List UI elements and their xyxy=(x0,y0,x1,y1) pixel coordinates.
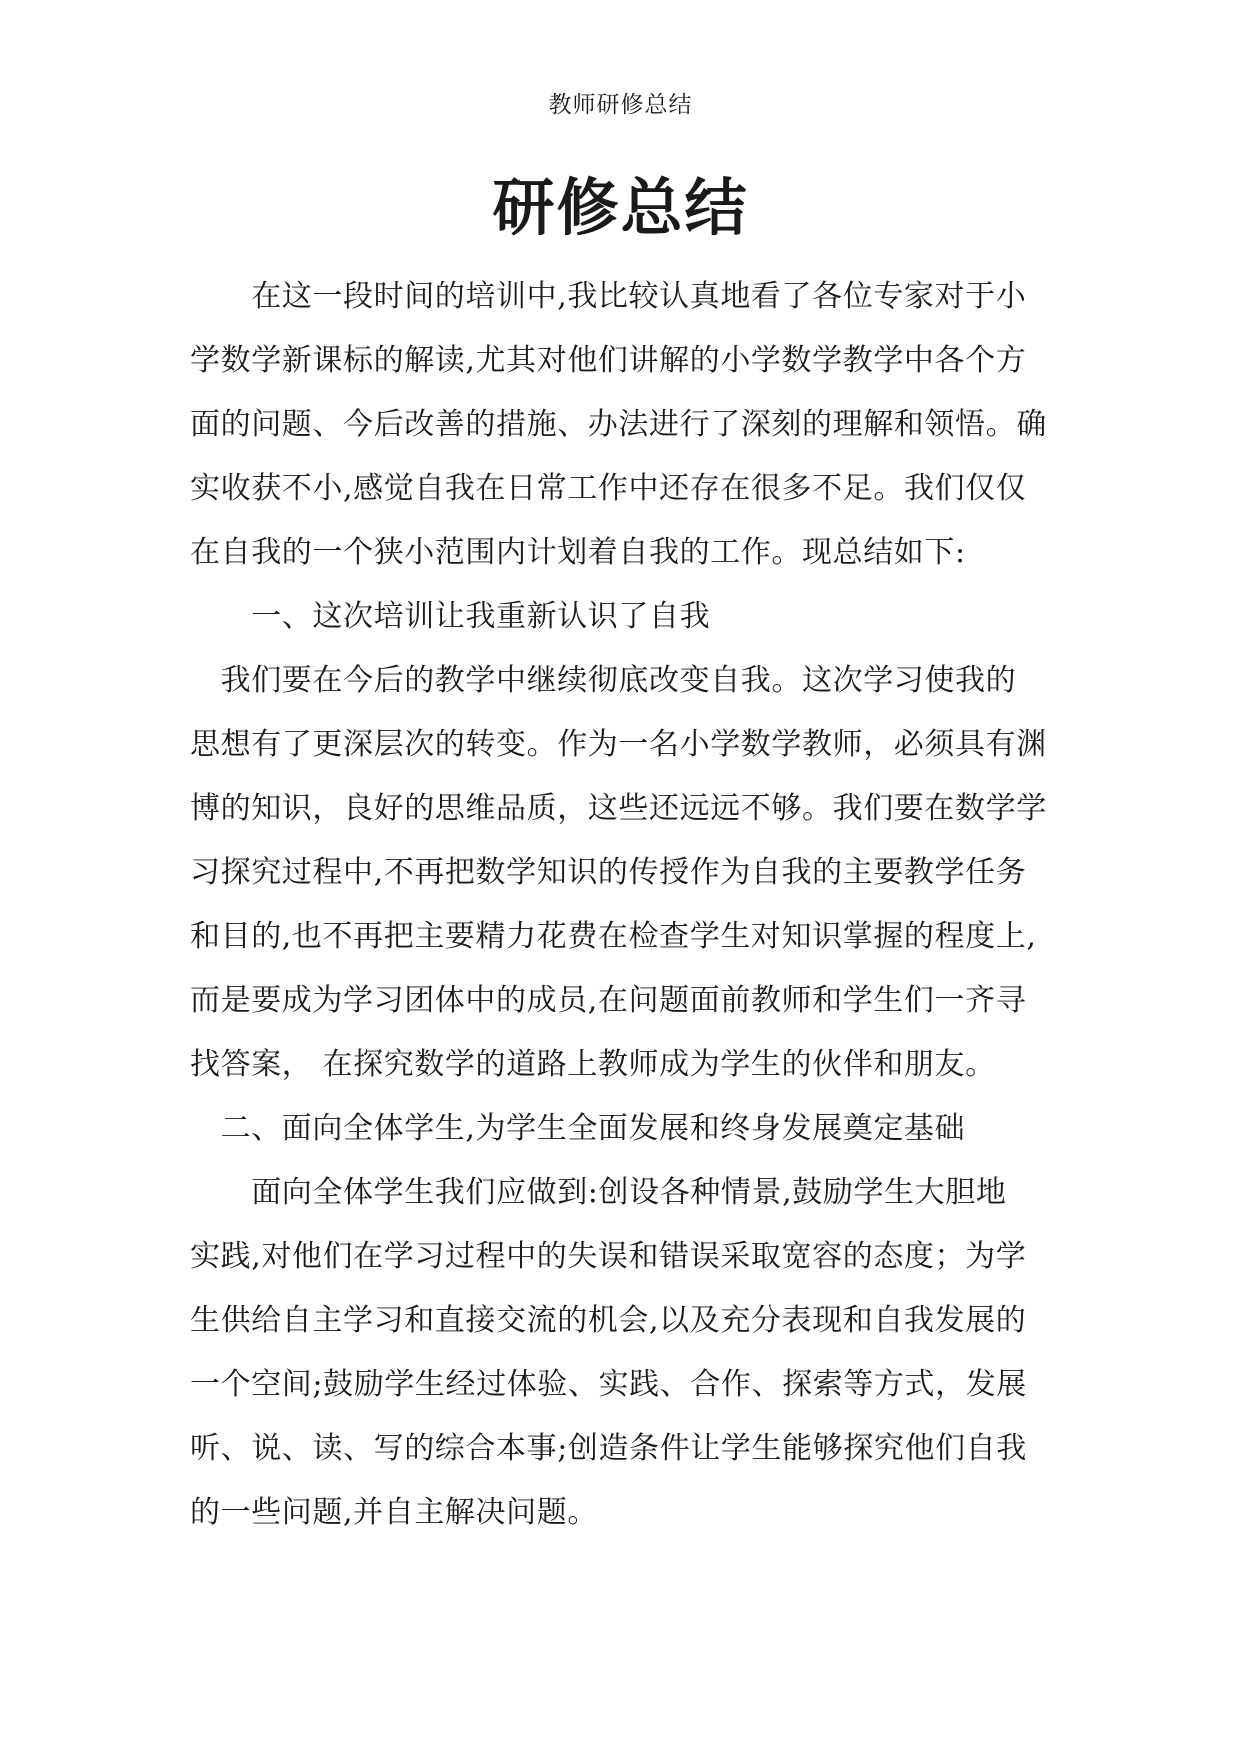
text-line: 我们要在今后的教学中继续彻底改变自我。这次学习使我的 xyxy=(190,663,1017,698)
text-line: 在自我的一个狭小范围内计划着自我的工作。现总结如下: xyxy=(190,535,966,570)
text-line: 和目的,也不再把主要精力花费在检查学生对知识掌握的程度上, xyxy=(190,919,1037,954)
text-line: 面向全体学生我们应做到:创设各种情景,鼓励学生大胆地 xyxy=(190,1175,1007,1210)
text-line: 实践,对他们在学习过程中的失误和错误采取宽容的态度；为学 xyxy=(190,1239,1027,1274)
text-line: 的一些问题,并自主解决问题。 xyxy=(190,1495,598,1530)
text-line: 一个空间;鼓励学生经过体验、实践、合作、探索等方式，发展 xyxy=(190,1367,1027,1402)
body-text xyxy=(190,272,1070,1552)
text-line: 实收获不小,感觉自我在日常工作中还存在很多不足。我们仅仅 xyxy=(190,471,1027,506)
text-line: 博的知识，良好的思维品质，这些还远远不够。我们要在数学学 xyxy=(190,791,1047,826)
text-line: 听、说、读、写的综合本事;创造条件让学生能够探究他们自我 xyxy=(190,1431,1027,1466)
text-line: 生供给自主学习和直接交流的机会,以及充分表现和自我发展的 xyxy=(190,1303,1027,1338)
text-line: 面的问题、今后改善的措施、办法进行了深刻的理解和领悟。确 xyxy=(190,407,1047,442)
text-line: 习探究过程中,不再把数学知识的传授作为自我的主要教学任务 xyxy=(190,855,1027,890)
text-line: 而是要成为学习团体中的成员,在问题面前教师和学生们一齐寻 xyxy=(190,983,1027,1018)
text-line: 思想有了更深层次的转变。作为一名小学数学教师，必须具有渊 xyxy=(190,727,1047,762)
section-heading-2: 二、面向全体学生,为学生全面发展和终身发展奠定基础 xyxy=(190,1111,966,1146)
text-line: 找答案， 在探究数学的道路上教师成为学生的伙伴和朋友。 xyxy=(190,1047,996,1082)
document-title: 研修总结 xyxy=(492,171,749,244)
running-header: 教师研修总结 xyxy=(548,92,693,118)
text-line: 学数学新课标的解读,尤其对他们讲解的小学数学教学中各个方 xyxy=(190,343,1027,378)
section-heading-1: 一、这次培训让我重新认识了自我 xyxy=(190,599,711,634)
text-line: 在这一段时间的培训中,我比较认真地看了各位专家对于小 xyxy=(190,279,1027,314)
